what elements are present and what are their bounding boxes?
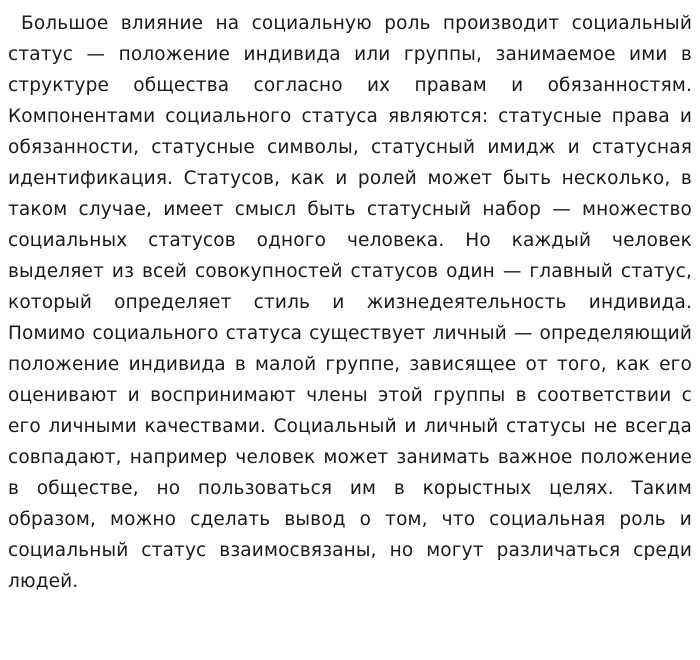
body-paragraph: Большое влияние на социальную роль производит социальный статус — положение индивида или группы, занимаемое ими в структуре общества согласно их правам и обязанностям. Компонентами социального статуса являются: статусные права и обязанности, статусные символы, статусный имидж и статусная идентификация. Статусов, как и ролей может быть несколько, в таком случае, имеет смысл быть статусный набор — множество социальных статусов одного человека. Но каждый человек выделяет из всей совокупностей статусов один — главный статус, который определяет стиль и жизнедеятельность индивида. Помимо социального статуса существует личный — определяющий положение индивида в малой группе, зависящее от того, как его оценивают и воспринимают члены этой группы в соответствии с его личными качествами. Социальный и личный статусы не всегда совпадают, например человек может занимать важное положение в обществе, но пользоваться им в корыстных целях. Таким образом, можно сделать вывод о том, что социальная роль и социальный статус взаимосвязаны, но могут различаться среди людей.: [8, 13, 692, 592]
